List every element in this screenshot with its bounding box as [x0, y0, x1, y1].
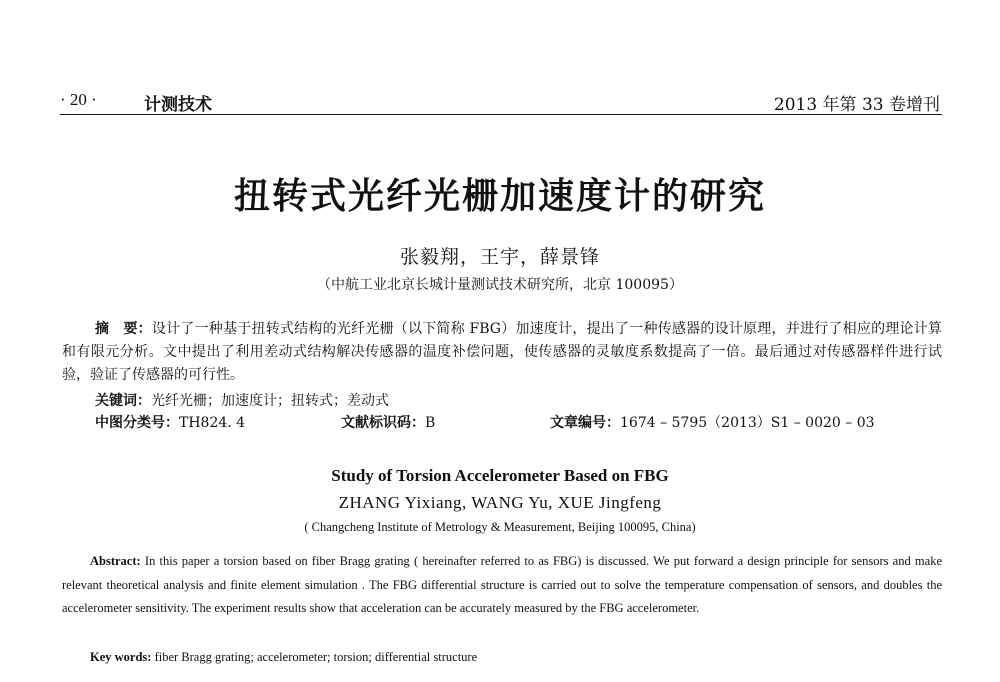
authors: 张毅翔，王宇，薛景锋 [399, 246, 600, 268]
header-rule [60, 114, 942, 115]
doc-value: B [425, 415, 436, 431]
page-header [60, 90, 940, 114]
keywords-en-label: Key words: [90, 650, 152, 664]
clc-label: 中图分类号： [95, 415, 179, 431]
keywords-cn-label: 关键词： [95, 393, 151, 409]
issue-info: 2013 年第 33 卷增刊 [773, 95, 940, 115]
abstract-cn-text: 设计了一种基于扭转式结构的光纤光栅（以下简称 FBG）加速度计，提出了一种传感器的设计原理，并进行了相应的理论计算和有限元分析。文中提出了利用差动式结构解决传感器的温度补偿问题，使传感器的灵敏度系数提高了一倍。最后通过对传感器样件进行试验，验证了传感器的可行性。 [62, 321, 942, 383]
abstract-en-text: In this paper a torsion based on fiber Bragg grating ( hereinafter referred to as FBG) is discussed. We put forward a design principle for sensors and make relevant theoretical analysis and finite element simulation . The FBG differential structure is carried out to solve the temperature compensation of sensors, and doubles the accelerometer sensitivity. The experiment results show that acceleration can be accurately measured by the FBG accelerometer. [62, 554, 943, 615]
journal-name: 计测技术 [144, 95, 212, 115]
abstract-en-label: Abstract: [90, 554, 141, 568]
clc-value: TH824. 4 [179, 415, 246, 431]
english-affiliation: ( Changcheng Institute of Metrology & Measurement, Beijing 100095, China) [304, 520, 696, 534]
keywords-en-text: fiber Bragg grating; accelerometer; torsion; differential structure [154, 650, 478, 664]
keywords-cn-text: 光纤光栅；加速度计；扭转式；差动式 [151, 393, 389, 409]
abstract-en [62, 550, 942, 621]
clc-number [95, 412, 245, 432]
article-value: 1674 – 5795（2013）S1 – 0020 – 03 [620, 415, 875, 431]
page-number: · 20 · [60, 90, 97, 109]
keywords-cn [95, 390, 389, 410]
affiliation: （中航工业北京长城计量测试技术研究所，北京 100095） [317, 277, 683, 293]
keywords-en [90, 650, 477, 665]
article-label: 文章编号： [550, 415, 620, 431]
paper-title: 扭转式光纤光栅加速度计的研究 [233, 176, 766, 217]
abstract-cn-label: 摘 要： [95, 321, 152, 337]
article-number [550, 412, 875, 432]
doc-label: 文献标识码： [341, 415, 425, 431]
english-authors: ZHANG Yixiang, WANG Yu, XUE Jingfeng [338, 493, 662, 512]
english-title: Study of Torsion Accelerometer Based on FBG [331, 466, 669, 485]
abstract-cn [62, 318, 942, 387]
doc-code [341, 412, 435, 432]
